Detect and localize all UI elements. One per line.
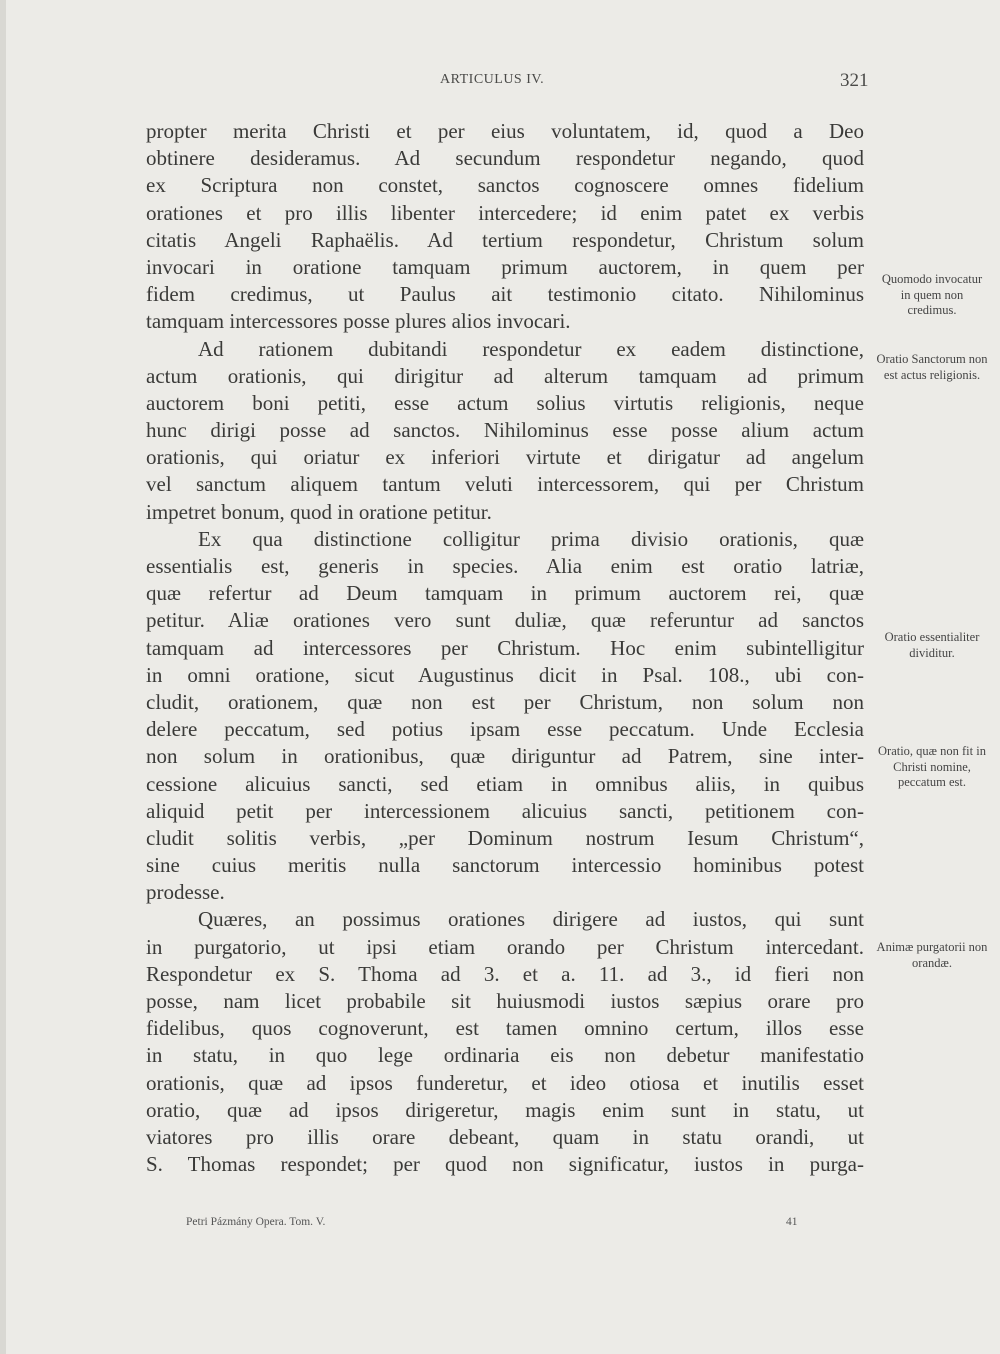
text-line: obtinere desideramus. Ad secundum respondetur negando, quod (146, 146, 864, 171)
text-line: auctorem boni petiti, esse actum solius virtutis religionis, neque (146, 390, 864, 415)
page-fold-shadow (0, 0, 6, 1354)
text-line: non solum in orationibus, quæ diriguntur ad Patrem, sine inter- (146, 744, 864, 769)
text-line: vel sanctum aliquem tantum veluti intercessorem, qui per Christum (146, 472, 864, 497)
text-line: ex Scriptura non constet, sanctos cognoscere omnes fidelium (146, 173, 864, 198)
text-line: aliquid petit per intercessionem alicuius sancti, petitionem con- (146, 798, 864, 823)
text-line: cludit solitis verbis, „per Dominum nostrum Iesum Christum“, (146, 825, 864, 850)
text-line: S. Thomas respondet; per quod non significatur, iustos in purga- (146, 1152, 864, 1177)
text-line: invocari in oratione tamquam primum auctorem, in quem per (146, 254, 864, 279)
text-line: orationis, qui oriatur ex inferiori virtute et dirigatur ad angelum (146, 445, 864, 470)
footer-signature-mark: 41 (786, 1216, 798, 1228)
text-line: cessione alicuius sancti, sed etiam in omnibus aliis, in quibus (146, 771, 864, 796)
text-line: essentialis est, generis in species. Alia enim est oratio latriæ, (146, 554, 864, 578)
text-line: actum orationis, qui dirigitur ad alterum tamquam ad primum (146, 363, 864, 388)
margin-note: Oratio essentialiter dividitur. (884, 630, 980, 660)
footer-book-title: Petri Pázmány Opera. Tom. V. (186, 1216, 326, 1228)
text-line: tamquam intercessores posse plures alios invocari. (146, 309, 571, 334)
text-line: citatis Angeli Raphaëlis. Ad tertium respondetur, Christum solum (146, 227, 864, 252)
text-line: in statu, in quo lege ordinaria eis non debetur manifestatio (146, 1043, 864, 1068)
text-line: cludit, orationem, quæ non est per Christum, non solum non (146, 689, 864, 714)
text-line: Quæres, an possimus orationes dirigere ad iustos, qui sunt (198, 907, 864, 932)
text-line: tamquam ad intercessores per Christum. Hoc enim subintelligitur (146, 635, 864, 660)
margin-note: Oratio Sanctorum non est actus religionis. (876, 352, 988, 382)
text-line: hunc dirigi posse ad sanctos. Nihilominus esse posse alium actum (146, 418, 864, 443)
text-line: viatores pro illis orare debeant, quam in statu orandi, ut (146, 1124, 864, 1149)
text-line: oratio, quæ ad ipsos dirigeretur, magis enim sunt in statu, ut (146, 1097, 864, 1122)
text-line: fidem credimus, ut Paulus ait testimonio citato. Nihilominus (146, 282, 864, 307)
text-line: delere peccatum, sed potius ipsam esse peccatum. Unde Ecclesia (146, 717, 864, 742)
text-line: orationes et pro illis libenter intercedere; id enim patet ex verbis (146, 200, 864, 225)
text-line: quæ refertur ad Deum tamquam in primum auctorem rei, quæ (146, 581, 864, 606)
text-line: petitur. Aliæ orationes vero sunt duliæ, quæ referuntur ad sanctos (146, 608, 864, 633)
running-header-title: ARTICULUS IV. (440, 72, 545, 87)
text-line: impetret bonum, quod in oratione petitur. (146, 499, 492, 524)
text-line: Ad rationem dubitandi respondetur ex eadem distinctione, (198, 336, 864, 361)
text-line: orationis, quæ ad ipsos funderetur, et ideo otiosa et inutilis esset (146, 1070, 864, 1095)
margin-note: Oratio, quæ non fit in Christi nomine, peccatum est. (878, 744, 986, 789)
body-text (146, 118, 864, 1178)
text-line: in omni oratione, sicut Augustinus dicit in Psal. 108., ubi con- (146, 662, 864, 687)
page-number: 321 (840, 70, 869, 91)
text-line: Ex qua distinctione colligitur prima divisio orationis, quæ (198, 526, 864, 551)
text-line: propter merita Christi et per eius voluntatem, id, quod a Deo (146, 119, 864, 143)
text-line: in purgatorio, ut ipsi etiam orando per Christum intercedant. (146, 934, 864, 959)
margin-note: Quomodo invocatur in quem non credimus. (881, 272, 983, 317)
text-line: posse, nam licet probabile sit huiusmodi iustos sæpius orare pro (146, 989, 864, 1013)
text-line: fidelibus, quos cognoverunt, est tamen omnino certum, illos esse (146, 1016, 864, 1041)
margin-note: Animæ purgatorii non orandæ. (876, 940, 988, 970)
text-line: prodesse. (146, 880, 225, 905)
text-line: sine cuius meritis nulla sanctorum intercessio hominibus potest (146, 853, 864, 878)
text-line: Respondetur ex S. Thoma ad 3. et a. 11. ad 3., id fieri non (146, 961, 864, 986)
